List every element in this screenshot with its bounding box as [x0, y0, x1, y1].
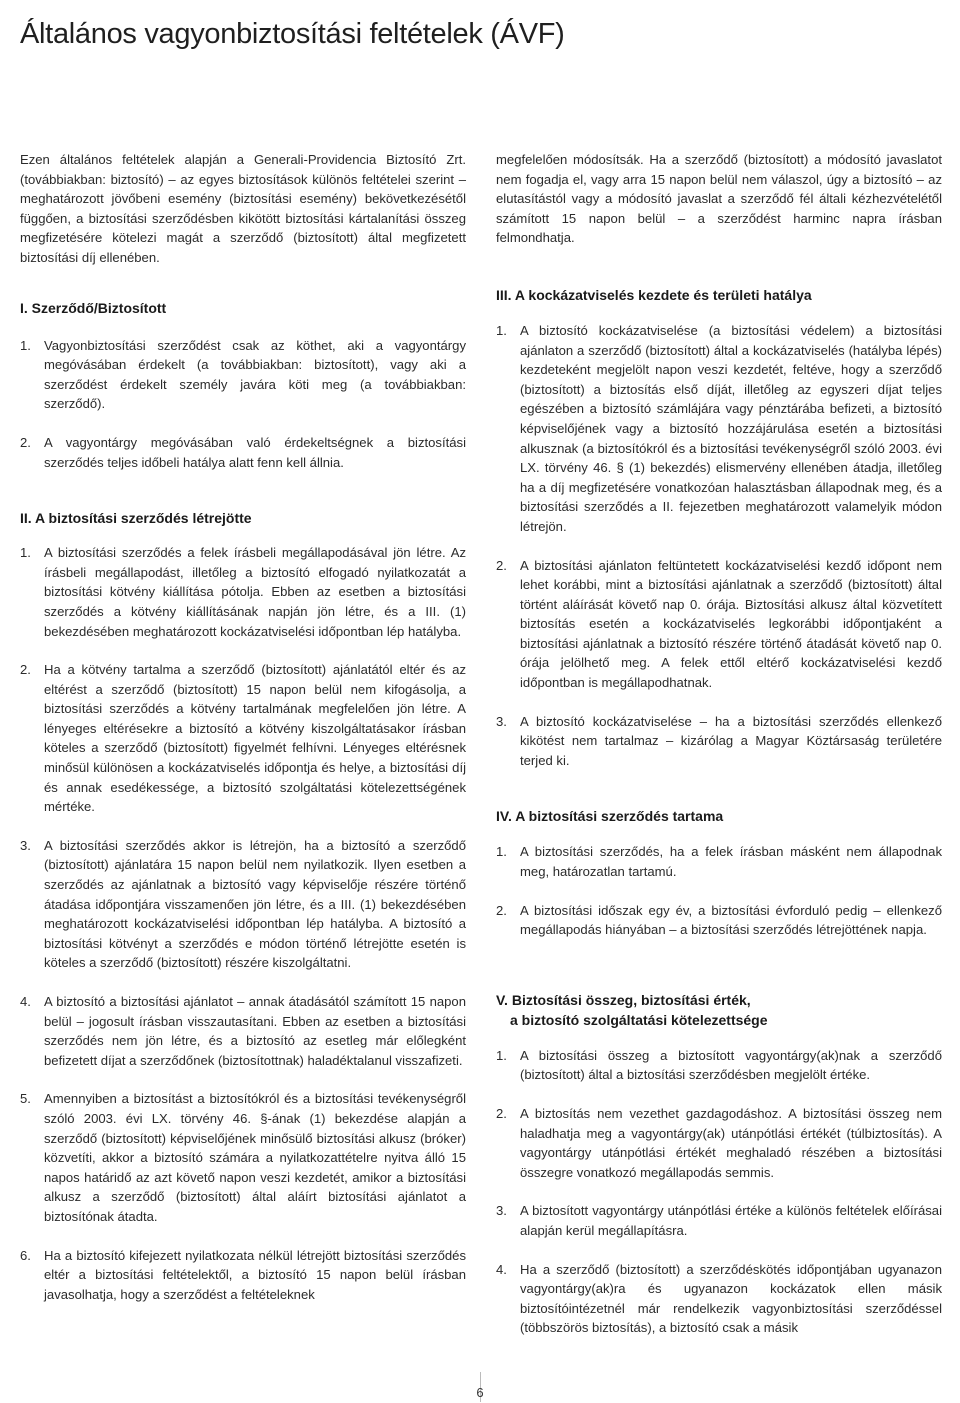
right-column [496, 150, 942, 1338]
list-item [20, 543, 466, 641]
item-number: 2. [20, 434, 31, 450]
item-text: Vagyonbiztosítási szerződést csak az köthet, aki a vagyontárgy megóvásában érdekelt (a továbbiakban: biztosított), vagy aki a szerződést érdekelt személy javára köti meg (a továbbiakban: szerződő). [44, 337, 466, 412]
item-number: 3. [20, 837, 31, 853]
item-text: A biztosító a biztosítási ajánlatot – annak átadásától számított 15 napon belül – jogosult írásban visszautasítani. Ebben az esetben a biztosítási szerződés nem jön létre, és a biztosító az esetleg már előlegként befizetett díjat a szerződőnek (biztosítottnak) haladéktalanul visszafizeti. [44, 994, 466, 1068]
list-item [20, 660, 466, 817]
section-1-heading: I. Szerződő/Biztosított [20, 299, 167, 316]
item-text: A biztosítási szerződés akkor is létrejön, ha a biztosító a szerződő (biztosított) ajánlatára 15 napon belül nem nyilatkozik. Ilyen esetben a szerződés az ajánlatnak a biztosító vagy képviselője részére történő átadása időpontjára visszamenően jön létre, és a III. (1) bekezdésében meghatározott kockázatviselési időpontban lép hatályba. A biztosító a biztosítási kötvényt a szerződés e módon történő létrejötte esetén is köteles a szerződő (biztosított) részére kiszolgáltatni. [44, 837, 466, 971]
list-item [496, 1201, 942, 1240]
item-text: A biztosító kockázatviselése (a biztosítási védelem) a biztosítási ajánlaton a szerződő (biztosított) által a kockázatviselés (hatályba lépés) kezdeteként megjelölt napon veszi kezdetét, feltéve, hogy a szerződő (biztosított) a biztosítás első díját, illetőleg az egyszeri díjat teljes egészében a biztosító számlájára vagy pénztárába befizeti, a biztosító képviselőjének vagy a biztosító hozzájárulása esetén a biztosítási alkusznak (a biztosítókról és a biztosítási tevékenységről szóló 2003. évi LX. törvény 46. § (1) bekezdés) elismervény ellenében átadja, illetőleg ha a díj megfizetésére vonatkozóan halasztásban állapodnak meg, és a biztosítási szerződés a II. fejezetben meghatározott valamelyik módon létrejön. [520, 322, 942, 534]
page-title: Általános vagyonbiztosítási feltételek (ÁVF) [20, 18, 565, 50]
section-4-heading: IV. A biztosítási szerződés tartama [496, 808, 724, 825]
list-item [20, 1246, 466, 1305]
item-text: A biztosítási ajánlaton feltüntetett kockázatviselési kezdő időpont nem lehet korábbi, mint a biztosítási ajánlatnak a szerződő (biztosított) által történt aláírását követő nap 0. órája. Biztosítási alkusz által közvetített biztosítás esetén a kockázatviselés legkorábbi időpontjaként a biztosítási ajánlatnak a biztosító részére történő átadását követő nap 0. órája jelölhető meg. A felek ettől eltérő kockázatviselési kezdő időpontban is megállapodhatnak. [520, 557, 942, 691]
item-number: 6. [20, 1247, 31, 1263]
item-number: 5. [20, 1091, 31, 1107]
item-text: A biztosítási szerződés, ha a felek írásban másként nem állapodnak meg, határozatlan tartamú. [520, 844, 942, 880]
item-text: A biztosítási időszak egy év, a biztosítási évforduló pedig – ellenkező megállapodás hiányában – a biztosítási szerződés létrejöttének napja. [520, 902, 942, 938]
item-text: Ha a szerződő (biztosított) a szerződéskötés időpontjában ugyanazon vagyontárgy(ak)ra és ugyanazon kockázatok ellen másik biztosítóintézetnél már rendelkezik vagyonbiztosítási szerződéssel (többszörös biztosítás), a biztosító csak a másik [520, 1261, 942, 1336]
section-3-heading: III. A kockázatviselés kezdete és területi hatálya [496, 286, 812, 303]
item-number: 1. [20, 337, 31, 353]
intro-paragraph: Ezen általános feltételek alapján a Generali-Providencia Biztosító Zrt. (továbbiakban: biztosító) – az egyes biztosítások különös feltételei szerint – meghatározott jövőbeni esemény (biztosítási esemény) bekövetkezésétől függően, a biztosítási szerződésben kikötött biztosítási kártalanítási összeg megfizetésére kötelezi magát a szerződő (biztosított) által megfizetett biztosítási díj ellenében. [20, 152, 466, 265]
section-5-heading-line1: V. Biztosítási összeg, biztosítási érték, [496, 991, 751, 1008]
item-text: A biztosított vagyontárgy utánpótlási értéke a különös feltételek előírásai alapján kerül megállapításra. [520, 1203, 942, 1238]
item-number: 4. [496, 1261, 507, 1277]
list-item [496, 1104, 942, 1182]
section-5-heading [496, 990, 942, 1030]
item-number: 1. [20, 545, 31, 561]
section-5-heading-line2: a biztosító szolgáltatási kötelezettsége [510, 1011, 768, 1028]
item-text: Ha a kötvény tartalma a szerződő (biztosított) ajánlatától eltér és az eltérést a szerződő (biztosított) 15 napon belül nem kifogásolja, a biztosítási szerződés a kötvény tartalmának megfelelően jön létre. A lényeges eltérésekre a biztosító a kötvény kiszolgáltatásakor írásban köteles a szerződő (biztosított) figyelmét felhívni. Lényeges eltérésnek minősül különösen a kockázatviselés időpontja és helye, a biztosítási díj és annak esedékessége, a biztosító szolgáltatási kötelezettségének mértéke. [44, 662, 466, 815]
item-number: 3. [496, 713, 507, 729]
item-text: Amennyiben a biztosítást a biztosítókról és a biztosítási tevékenységről szóló 2003. évi LX. törvény 46. §-ának (1) bekezdése alapján a szerződő (biztosított) képviselőjének minősülő biztosítási alkusz (bróker) közvetíti, akkor a biztosító számára a nyilatkozattételre nyitva álló 15 napos határidő az azt követő napon veszi kezdetét, amikor a biztosítási alkusz a szerződő (biztosított) által aláírt biztosítási ajánlatot a biztosítónak átadta. [44, 1091, 466, 1224]
list-item [20, 336, 466, 414]
item-number: 1. [496, 322, 507, 338]
item-number: 4. [20, 994, 31, 1009]
continued-paragraph: megfelelően módosítsák. Ha a szerződő (biztosított) a módosító javaslatot nem fogadja el, vagy arra 15 napon belül nem válaszol, úgy a biztosító – az elutasítástól vagy a módosító javaslat a szerződő fél általi kézhezvételétől számított 15 napon belül – a szerződést harminc napra írásban felmondhatja. [496, 152, 942, 246]
item-text: A biztosító kockázatviselése – ha a biztosítási szerződés ellenkező kikötést nem tartalmaz – kizárólag a Magyar Köztársaság területére terjed ki. [520, 713, 942, 768]
section-2-heading: II. A biztosítási szerződés létrejötte [20, 510, 252, 527]
list-item [496, 556, 942, 693]
item-number: 2. [496, 902, 507, 918]
item-number: 2. [496, 557, 507, 573]
item-text: A vagyontárgy megóvásában való érdekeltségnek a biztosítási szerződés teljes időbeli hatálya alatt fenn kell állnia. [44, 434, 466, 470]
list-item [496, 321, 942, 537]
item-text: A biztosítási szerződés a felek írásbeli megállapodásával jön létre. Az írásbeli megállapodást, illetőleg a biztosító elfogadó nyilatkozatát a biztosítási kötvény kiállítása pótolja. Ebben az esetben a biztosítási szerződés a kötvény kiállításának napján jön létre, és a III. (1) bekezdésében meghatározott kockázatviselési időpontban lép hatályba. [44, 545, 466, 639]
list-item [496, 1046, 942, 1085]
list-item [496, 901, 942, 940]
list-item [496, 842, 942, 881]
item-number: 1. [496, 1047, 507, 1063]
item-number: 3. [496, 1203, 507, 1219]
item-number: 2. [496, 1106, 507, 1121]
item-text: Ha a biztosító kifejezett nyilatkozata nélkül létrejött biztosítási szerződés eltér a biztosítási feltételektől, a biztosító 15 napon belül írásban javasolhatja, hogy a szerződést a feltételeknek [44, 1247, 466, 1302]
item-text: A biztosítás nem vezethet gazdagodáshoz. A biztosítási összeg nem haladhatja meg a vagyontárgy(ak) utánpótlási értékét (túlbiztosítás). A vagyontárgy utánpótlási értékét meghaladó részében a biztosítási összegre vonatkozó megállapodás semmis. [520, 1106, 942, 1180]
left-column [20, 150, 466, 1304]
list-item [20, 992, 466, 1070]
item-number: 2. [20, 662, 31, 678]
list-item [20, 836, 466, 973]
list-item [20, 433, 466, 472]
list-item [20, 1089, 466, 1226]
item-text: A biztosítási összeg a biztosított vagyontárgy(ak)nak a szerződő (biztosított) által a biztosítási szerződésben megjelölt értéke. [520, 1047, 942, 1083]
list-item [496, 1260, 942, 1338]
page-number: 6 [476, 1385, 484, 1400]
item-number: 1. [496, 844, 507, 860]
list-item [496, 712, 942, 771]
